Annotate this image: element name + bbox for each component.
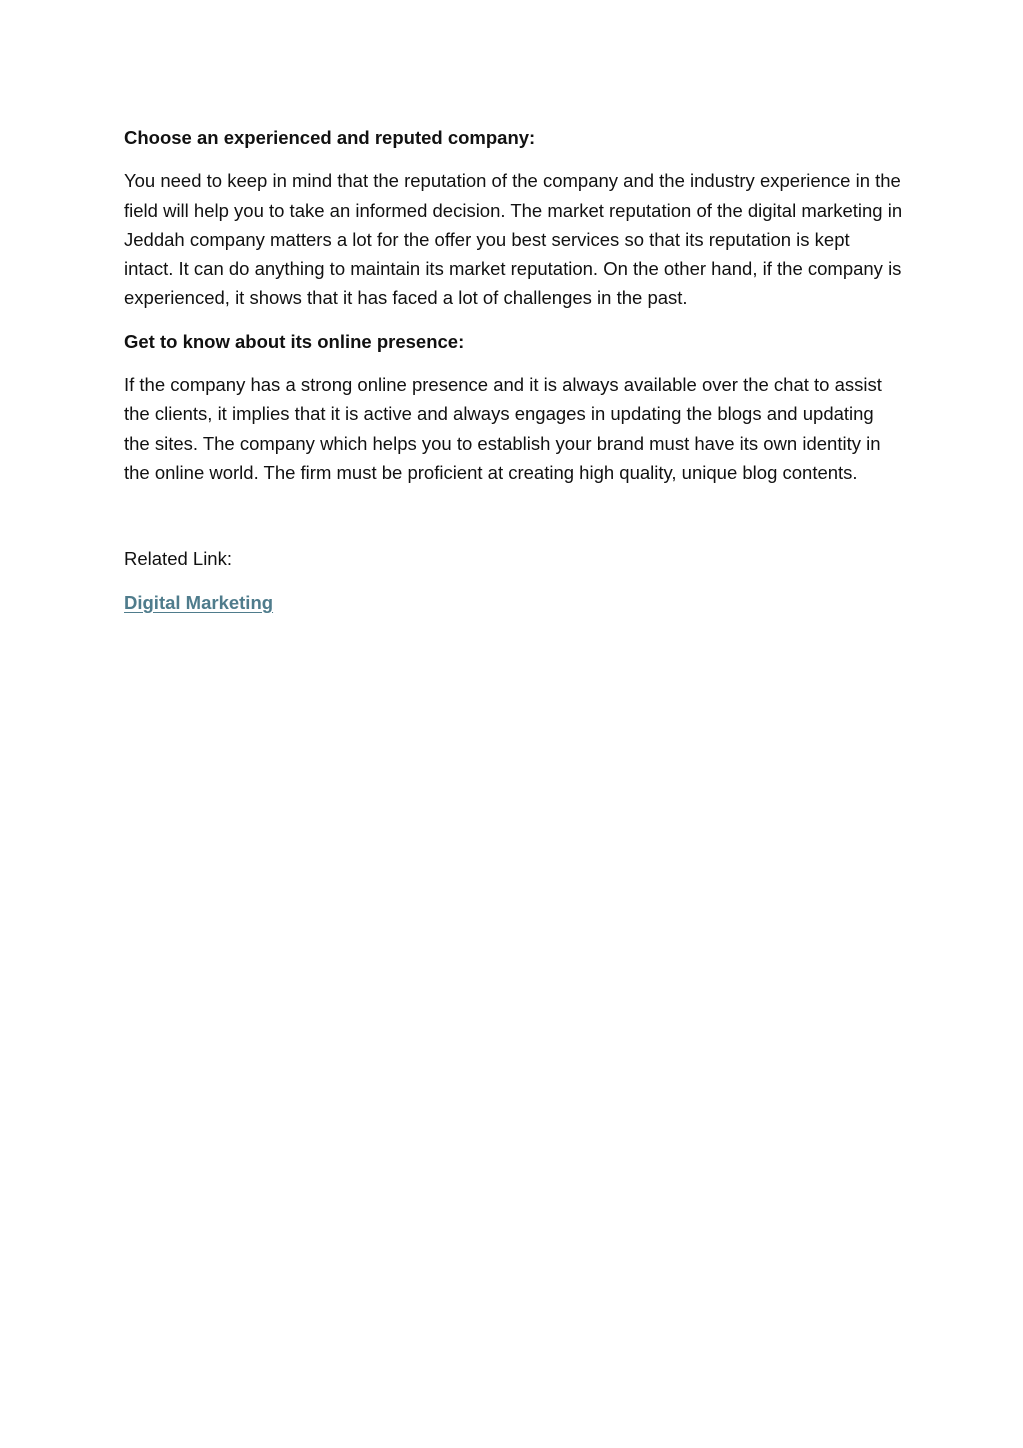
digital-marketing-link[interactable]: Digital Marketing <box>124 591 274 613</box>
section-paragraph-experienced-company: You need to keep in mind that the reputation of the company and the industry experience in the field will help you to take an informed decision. The market reputation of the digital marketing in Jeddah company matters a lot for the offer you best services so that its reputation is kept intact. It can do anything to maintain its market reputation. On the other hand, if the company is experienced, it shows that it has faced a lot of challenges in the past. <box>124 170 903 309</box>
related-link-label: Related Link: <box>124 548 232 570</box>
section-heading-experienced-company: Choose an experienced and reputed company: <box>124 127 536 148</box>
section-paragraph-online-presence: If the company has a strong online presence and it is always available over the chat to assist the clients, it implies that it is active and always engages in updating the blogs and updating the sites. The company which helps you to establish your brand must have its own identity in the online world. The firm must be proficient at creating high quality, unique blog contents. <box>124 374 882 483</box>
section-heading-online-presence: Get to know about its online presence: <box>124 330 465 352</box>
related-link-container <box>124 588 904 617</box>
document-page <box>124 123 904 631</box>
blank-spacer <box>124 501 904 544</box>
